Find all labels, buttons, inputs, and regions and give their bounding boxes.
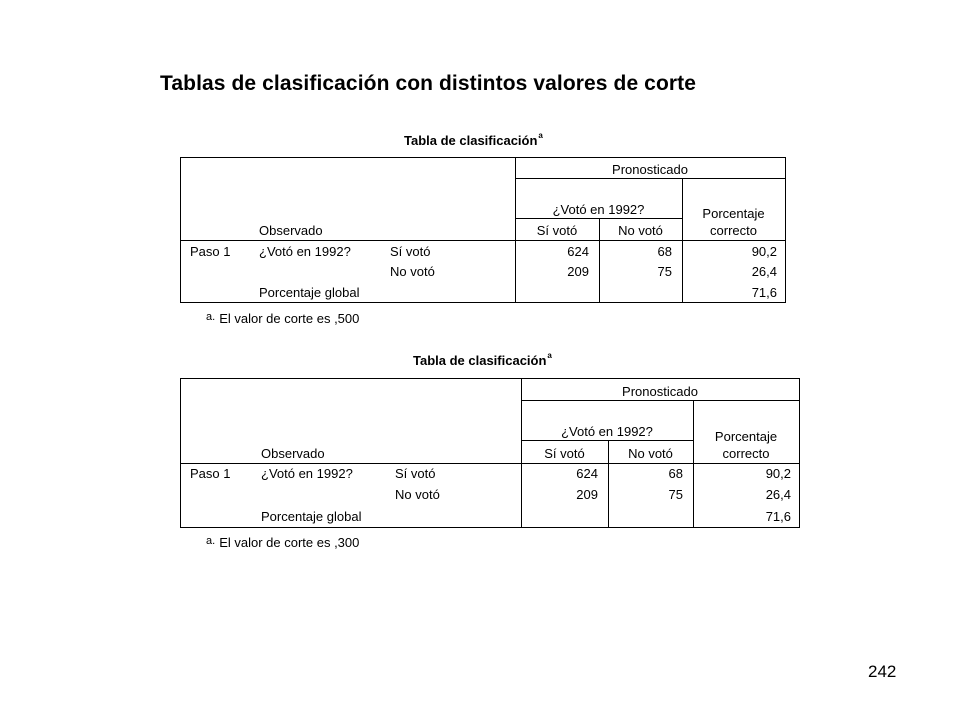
footnote-letter: a. — [206, 535, 216, 547]
header-pronosticado: Pronosticado — [622, 384, 698, 399]
cell-r3-pct: 71,6 — [751, 285, 777, 300]
row-var: ¿Votó en 1992? — [261, 466, 353, 481]
cell-r2-si: 209 — [567, 264, 589, 279]
divider — [521, 400, 799, 401]
header-pct-line2: correcto — [722, 446, 770, 461]
header-no-voto: No votó — [628, 446, 673, 461]
row-cat2: No votó — [395, 487, 440, 502]
footnote-text: El valor de corte es ,500 — [219, 311, 360, 326]
divider — [521, 440, 693, 441]
cell-r1-si: 624 — [567, 244, 589, 259]
cell-r1-si: 624 — [576, 466, 598, 481]
table-1-footnote — [206, 311, 359, 326]
cell-r2-no: 75 — [668, 487, 683, 502]
header-si-voto: Sí votó — [536, 223, 578, 238]
table-1-caption — [404, 133, 543, 148]
slide-title: Tablas de clasificación con distintos valores de corte — [160, 72, 697, 95]
footnote-letter: a. — [206, 311, 216, 323]
header-si-voto: Sí votó — [544, 446, 585, 461]
cell-r1-no: 68 — [668, 466, 683, 481]
row-paso: Paso 1 — [190, 244, 231, 259]
divider — [181, 463, 799, 464]
table-2-footnote — [206, 535, 359, 550]
table-caption-sup: a — [547, 351, 552, 360]
page-number: 242 — [868, 662, 897, 681]
table-2-caption — [413, 353, 552, 368]
header-pronosticado: Pronosticado — [612, 162, 688, 177]
header-pct-line1: Porcentaje — [702, 206, 765, 221]
header-observado: Observado — [259, 223, 323, 238]
row-cat1: Sí votó — [390, 244, 431, 259]
cell-r2-pct: 26,4 — [765, 487, 791, 502]
row-var: ¿Votó en 1992? — [259, 244, 351, 259]
row-cat1: Sí votó — [395, 466, 436, 481]
table-caption-text: Tabla de clasificación — [413, 353, 547, 368]
header-no-voto: No votó — [618, 223, 663, 238]
footnote-text: El valor de corte es ,300 — [219, 535, 360, 550]
table-caption-text: Tabla de clasificación — [404, 133, 538, 148]
divider — [515, 178, 785, 179]
cell-r1-pct: 90,2 — [751, 244, 777, 259]
cell-r2-si: 209 — [576, 487, 598, 502]
row-global: Porcentaje global — [259, 285, 360, 300]
header-observado: Observado — [261, 446, 325, 461]
cell-r2-pct: 26,4 — [751, 264, 777, 279]
row-paso: Paso 1 — [190, 466, 231, 481]
cell-r1-pct: 90,2 — [765, 466, 791, 481]
classification-table-2 — [180, 378, 800, 528]
row-global: Porcentaje global — [261, 509, 362, 524]
row-cat2: No votó — [390, 264, 435, 279]
divider — [181, 240, 785, 241]
table-caption-sup: a — [538, 131, 543, 140]
cell-r2-no: 75 — [657, 264, 672, 279]
header-voto-group: ¿Votó en 1992? — [552, 202, 645, 217]
classification-table-1 — [180, 157, 786, 303]
cell-r1-no: 68 — [657, 244, 672, 259]
header-pct-line2: correcto — [710, 223, 757, 238]
header-voto-group: ¿Votó en 1992? — [561, 424, 653, 439]
header-pct-line1: Porcentaje — [714, 429, 778, 444]
cell-r3-pct: 71,6 — [765, 509, 791, 524]
